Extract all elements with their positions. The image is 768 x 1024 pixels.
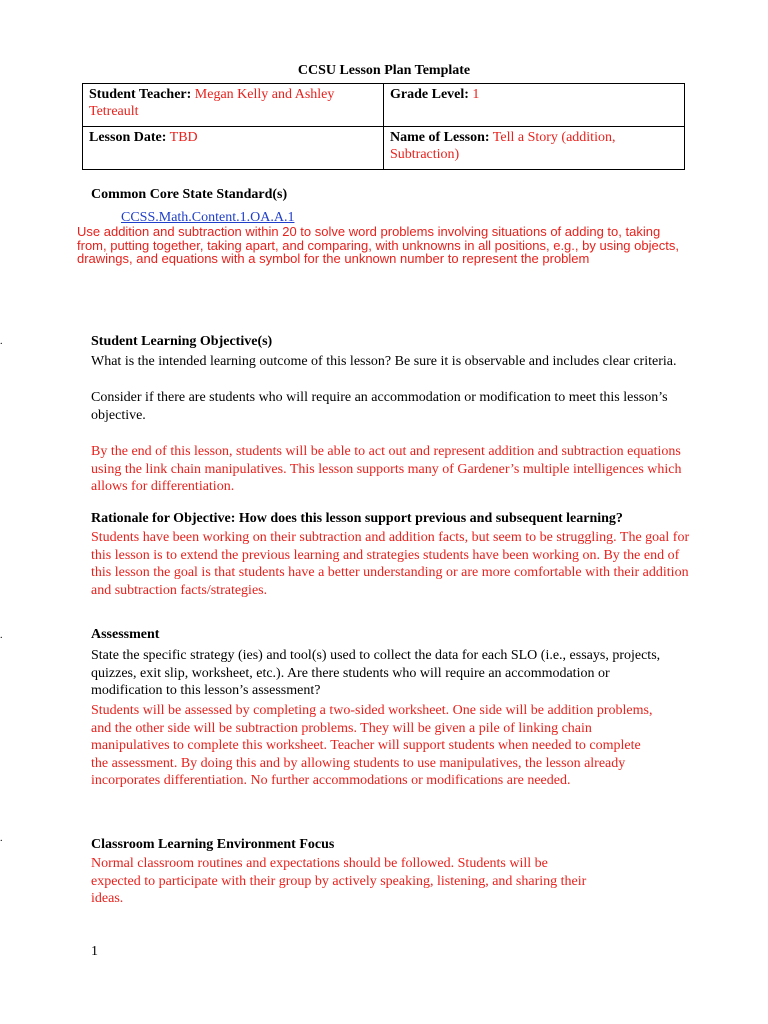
lesson-name-value: Tell a Story (addition, Subtraction) [390,130,616,162]
student-teacher-value: Megan Kelly and Ashley Tetreault [89,87,335,119]
student-teacher-cell [83,84,384,127]
environment-answer: Normal classroom routines and expectations should be followed. Students will be expected to participate with their group by actively speaking, listening, and sharing their ideas. [91,856,587,906]
standard-text: Use addition and subtraction within 20 to solve word problems involving situations of adding to, taking from, putting together, taking apart, and comparing, with unknowns in all positions, e.g., by using objects, drawings, and equations with a symbol for the unknown number to represent the problem [77,224,679,266]
objectives-answer: By the end of this lesson, students will be able to act out and represent addition and subtraction equations using the link chain manipulatives. This lesson supports many of Gardener’s multiple intelligences which allows for differentiation. [91,444,682,494]
lesson-date-cell [83,127,384,170]
student-teacher-label: Student Teacher: [89,87,192,102]
assessment-heading: Assessment [91,627,160,642]
rationale-answer: Students have been working on their subtraction and addition facts, but seem to be struggling. The goal for this lesson is to extend the previous learning and strategies students have been working on. By the end of this lesson the goal is that students have a better understanding or are more comfortable with their addition and subtraction facts/strategies. [91,530,690,598]
standards-heading: Common Core State Standard(s) [91,187,288,202]
page-number: 1 [91,944,98,959]
objectives-heading: Student Learning Objective(s) [91,334,273,349]
grade-level-label: Grade Level: [390,87,469,102]
lesson-name-label: Name of Lesson: [390,130,490,145]
grade-level-value: 1 [472,87,480,102]
objectives-prompt-1: What is the intended learning outcome of this lesson? Be sure it is observable and includes clear criteria. [91,354,677,369]
margin-mark: . [0,630,3,641]
environment-heading: Classroom Learning Environment Focus [91,837,335,852]
grade-level-cell [384,84,685,127]
assessment-prompt: State the specific strategy (ies) and tool(s) used to collect the data for each SLO (i.e., essays, projects, quizzes, exit slip, worksheet, etc.). Are there students who will require an accommodation or modification to this lesson’s assessment? [91,648,661,698]
lesson-date-label: Lesson Date: [89,130,167,145]
margin-mark: . [0,833,3,844]
rationale-heading: Rationale for Objective: How does this lesson support previous and subsequent learning? [91,511,623,526]
lesson-info-table [82,83,685,170]
standard-link[interactable]: CCSS.Math.Content.1.OA.A.1 [121,210,295,225]
margin-mark: . [0,336,3,347]
objectives-prompt-2: Consider if there are students who will require an accommodation or modification to meet this lesson’s objective. [91,390,668,423]
assessment-answer: Students will be assessed by completing a two-sided worksheet. One side will be addition problems, and the other side will be subtraction problems. They will be given a pile of linking chain manipulatives to complete this worksheet. Teacher will support students when needed to complete the assessment. By doing this and by allowing students to use manipulatives, the lesson already incorporates differentiation. No further accommodations or modifications are needed. [91,703,653,788]
document-title: CCSU Lesson Plan Template [297,63,471,78]
lesson-date-value: TBD [169,130,198,145]
lesson-name-cell [384,127,685,170]
